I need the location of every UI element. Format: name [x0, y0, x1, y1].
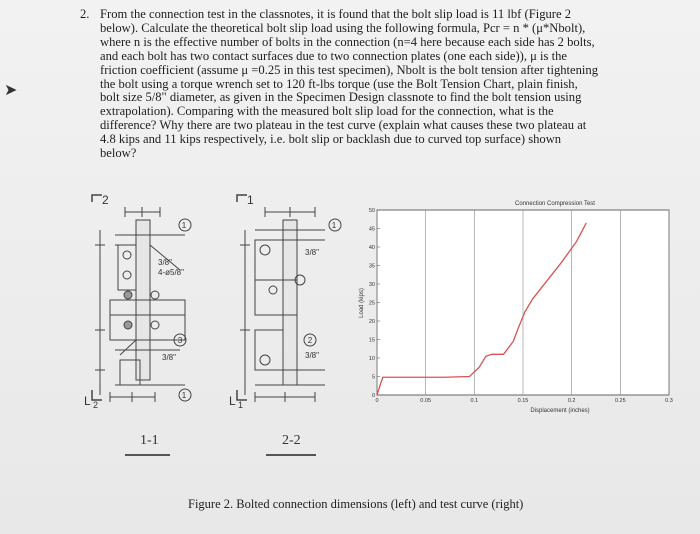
section-marker-bottom: 2 [93, 400, 99, 410]
x-axis-label: Displacement (inches) [530, 408, 590, 414]
section-marker-top: 1 [247, 193, 254, 207]
y-axis-label: Load (kips) [359, 288, 365, 318]
section-underline [125, 454, 170, 456]
y-tick-label: 45 [368, 226, 375, 233]
callout-label: 1 [181, 391, 187, 400]
section-underline [266, 454, 316, 456]
chart-title: Connection Compression Test [515, 201, 595, 207]
question-block [80, 8, 640, 161]
question-line: and each bolt has two contact surfaces due to two connection plates (one each side)), μ is the [100, 48, 567, 63]
callout-label: 1 [331, 221, 337, 230]
section-marker-bottom: 1 [238, 400, 244, 410]
section-1-1-drawing [80, 190, 220, 415]
section-label-right: 2-2 [282, 433, 301, 448]
bolt-label: 4-ø5/8" [158, 268, 184, 277]
section-label-left: 1-1 [140, 433, 159, 448]
question-line: below). Calculate the theoretical bolt slip load using the following formula, Pcr = n * (μ*Nbolt), [100, 20, 586, 35]
x-tick-label: 0 [375, 398, 379, 404]
callout-label: 1 [181, 221, 187, 230]
question-line: From the connection test in the classnotes, it is found that the bolt slip load is 11 lbf (Figure 2 [100, 7, 572, 21]
y-tick-label: 0 [371, 393, 375, 399]
x-tick-label: 0.2 [567, 398, 576, 404]
y-tick-label: 35 [368, 263, 375, 270]
x-tick-label: 0.25 [614, 398, 626, 404]
y-tick-label: 30 [368, 282, 375, 288]
weld-label: 3/8" [162, 353, 176, 362]
callout-label: 3 [177, 336, 183, 345]
x-tick-label: 0.15 [517, 398, 529, 404]
arrow-icon: ➤ [4, 80, 18, 99]
y-tick-label: 25 [368, 300, 375, 307]
section-marker-top: 2 [102, 193, 109, 207]
weld-label: 3/8" [305, 351, 319, 360]
x-tick-label: 0.3 [665, 398, 673, 404]
y-tick-label: 20 [368, 319, 375, 325]
test-curve-chart [355, 195, 680, 430]
x-tick-label: 0.05 [420, 398, 432, 404]
section-marker-bottom-prefix: L [84, 394, 91, 408]
section-marker-bottom-prefix: L [229, 394, 236, 408]
section-2-2-drawing [225, 190, 360, 415]
question-line: difference? Why there are two plateau in the test curve (explain what causes these two plateau at [100, 118, 587, 133]
y-tick-label: 5 [371, 374, 375, 381]
question-text [100, 8, 640, 161]
figure-caption: Figure 2. Bolted connection dimensions (left) and test curve (right) [188, 497, 524, 511]
question-line: extrapolation). Comparing with the measured bolt slip load for the connection, what is the [100, 104, 554, 119]
question-line: the bolt using a torque wrench set to 120 ft-lbs torque (use the Bolt Tension Chart, plain finish, [100, 76, 578, 91]
question-line: friction coefficient (assume μ =0.25 in this test specimen), Nbolt is the bolt tension after tightening [100, 62, 599, 77]
weld-label: 3/8" [305, 248, 319, 257]
question-line: bolt size 5/8" diameter, as given in the Specimen Design classnote to find the bolt tension using [100, 90, 582, 105]
question-number: 2. [80, 7, 90, 21]
question-line: 4.8 kips and 11 kips respectively, i.e. bolt slip or backlash due to curved top surface) shown [100, 132, 562, 147]
y-tick-label: 40 [368, 245, 375, 251]
y-tick-label: 15 [368, 337, 375, 344]
weld-label: 3/8" [158, 258, 172, 267]
question-line: where n is the effective number of bolts in the connection (n=4 here because each side has 2 bolts, [100, 34, 595, 49]
callout-label: 2 [307, 336, 313, 345]
question-line: below? [100, 146, 137, 161]
x-tick-label: 0.1 [470, 398, 479, 404]
y-tick-label: 10 [368, 356, 375, 362]
y-tick-label: 50 [368, 208, 375, 214]
